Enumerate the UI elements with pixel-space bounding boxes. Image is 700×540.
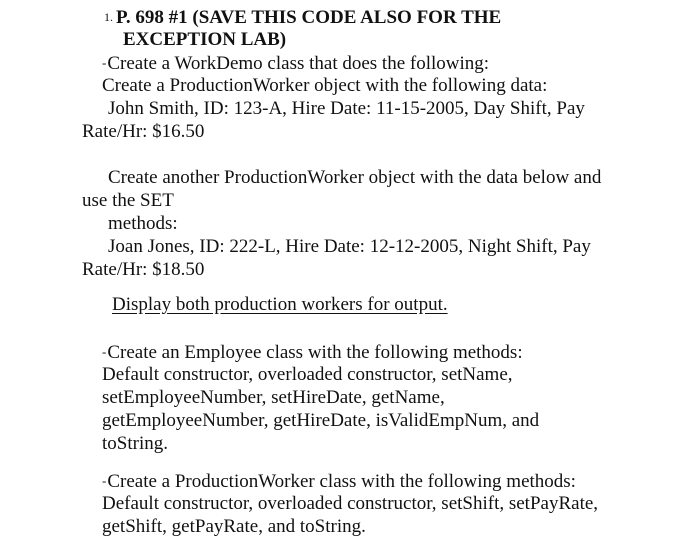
- section2-line-2: use the SET: [82, 190, 174, 211]
- section2-line-5: Rate/Hr: $18.50: [82, 259, 205, 280]
- section4-line-3: getShift, getPayRate, and toString.: [102, 516, 366, 537]
- bullet-dash: -: [102, 55, 107, 70]
- section1-line-4: Rate/Hr: $16.50: [82, 121, 205, 142]
- bullet-dash: -: [102, 473, 107, 488]
- section4-line-1: [102, 470, 576, 493]
- section3-line-4: getEmployeeNumber, getHireDate, isValidEmpNum, and: [102, 410, 540, 431]
- section1-intro-text: Create a WorkDemo class that does the following:: [107, 53, 490, 74]
- section4-line-1-text: Create a ProductionWorker class with the following methods:: [107, 471, 576, 492]
- section1-line-2: Create a ProductionWorker object with the following data:: [102, 75, 548, 96]
- section2-line-4: Joan Jones, ID: 222-L, Hire Date: 12-12-2005, Night Shift, Pay: [108, 236, 591, 257]
- heading-line-2: EXCEPTION LAB): [123, 29, 287, 50]
- bullet-dash: -: [102, 344, 107, 359]
- section2-line-1: Create another ProductionWorker object with the data below and: [108, 167, 602, 188]
- section1-intro: [102, 52, 489, 75]
- section3-line-3: setEmployeeNumber, setHireDate, getName,: [102, 387, 445, 408]
- section3-line-1-text: Create an Employee class with the following methods:: [107, 342, 523, 363]
- section2-line-3: methods:: [108, 213, 178, 234]
- section1-line-3: John Smith, ID: 123-A, Hire Date: 11-15-2005, Day Shift, Pay: [108, 98, 585, 119]
- section3-line-2: Default constructor, overloaded constructor, setName,: [102, 364, 513, 385]
- section4-line-2: Default constructor, overloaded constructor, setShift, setPayRate,: [102, 493, 599, 514]
- heading-text-1: P. 698 #1 (SAVE THIS CODE ALSO FOR THE: [116, 7, 502, 28]
- section3-line-5: toString.: [102, 433, 168, 454]
- display-instruction: Display both production workers for output.: [112, 294, 448, 315]
- item-number: 1.: [104, 10, 113, 24]
- section3-line-1: [102, 341, 523, 364]
- heading-line-1: [104, 6, 501, 29]
